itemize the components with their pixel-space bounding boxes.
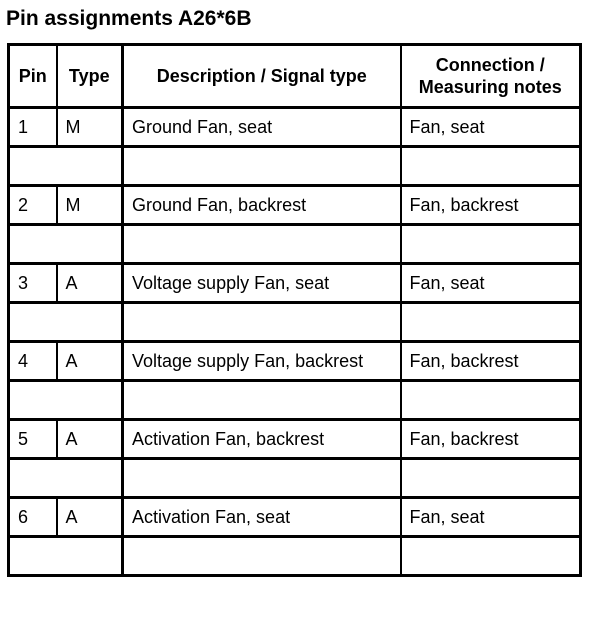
empty-cell	[9, 147, 123, 186]
empty-cell	[401, 459, 581, 498]
column-header-connection-line1: Connection /	[435, 55, 545, 75]
table-spacer-row	[9, 537, 581, 576]
column-header-type: Type	[57, 45, 123, 108]
connection-cell: Fan, backrest	[401, 342, 581, 381]
empty-cell	[401, 225, 581, 264]
pin-cell: 6	[9, 498, 57, 537]
pin-cell: 5	[9, 420, 57, 459]
empty-cell	[123, 537, 401, 576]
table-row	[9, 498, 581, 537]
empty-cell	[9, 381, 123, 420]
description-cell: Ground Fan, backrest	[123, 186, 401, 225]
table-row	[9, 342, 581, 381]
column-header-connection-line2: Measuring notes	[418, 77, 562, 97]
table-row	[9, 186, 581, 225]
description-cell: Voltage supply Fan, seat	[123, 264, 401, 303]
column-header-pin: Pin	[9, 45, 57, 108]
type-cell: A	[57, 342, 123, 381]
pin-cell: 1	[9, 108, 57, 147]
description-cell: Voltage supply Fan, backrest	[123, 342, 401, 381]
empty-cell	[401, 147, 581, 186]
empty-cell	[401, 537, 581, 576]
type-cell: M	[57, 186, 123, 225]
empty-cell	[123, 459, 401, 498]
type-cell: A	[57, 264, 123, 303]
empty-cell	[9, 459, 123, 498]
type-cell: A	[57, 420, 123, 459]
pin-assignment-table	[7, 43, 582, 577]
pin-cell: 4	[9, 342, 57, 381]
empty-cell	[9, 537, 123, 576]
table-header-row	[9, 45, 581, 108]
empty-cell	[123, 225, 401, 264]
empty-cell	[9, 225, 123, 264]
table-row	[9, 108, 581, 147]
pin-cell: 3	[9, 264, 57, 303]
description-cell: Activation Fan, backrest	[123, 420, 401, 459]
table-spacer-row	[9, 459, 581, 498]
connection-cell: Fan, seat	[401, 264, 581, 303]
table-row	[9, 420, 581, 459]
empty-cell	[401, 303, 581, 342]
column-header-connection	[401, 45, 581, 108]
description-cell: Activation Fan, seat	[123, 498, 401, 537]
connection-cell: Fan, seat	[401, 108, 581, 147]
column-header-description: Description / Signal type	[123, 45, 401, 108]
table-row	[9, 264, 581, 303]
table-spacer-row	[9, 225, 581, 264]
type-cell: M	[57, 108, 123, 147]
table-spacer-row	[9, 147, 581, 186]
empty-cell	[123, 147, 401, 186]
connection-cell: Fan, seat	[401, 498, 581, 537]
table-spacer-row	[9, 303, 581, 342]
empty-cell	[401, 381, 581, 420]
empty-cell	[123, 303, 401, 342]
empty-cell	[9, 303, 123, 342]
empty-cell	[123, 381, 401, 420]
table-spacer-row	[9, 381, 581, 420]
page-title: Pin assignments A26*6B	[6, 7, 252, 30]
description-cell: Ground Fan, seat	[123, 108, 401, 147]
connection-cell: Fan, backrest	[401, 420, 581, 459]
pin-cell: 2	[9, 186, 57, 225]
connection-cell: Fan, backrest	[401, 186, 581, 225]
type-cell: A	[57, 498, 123, 537]
